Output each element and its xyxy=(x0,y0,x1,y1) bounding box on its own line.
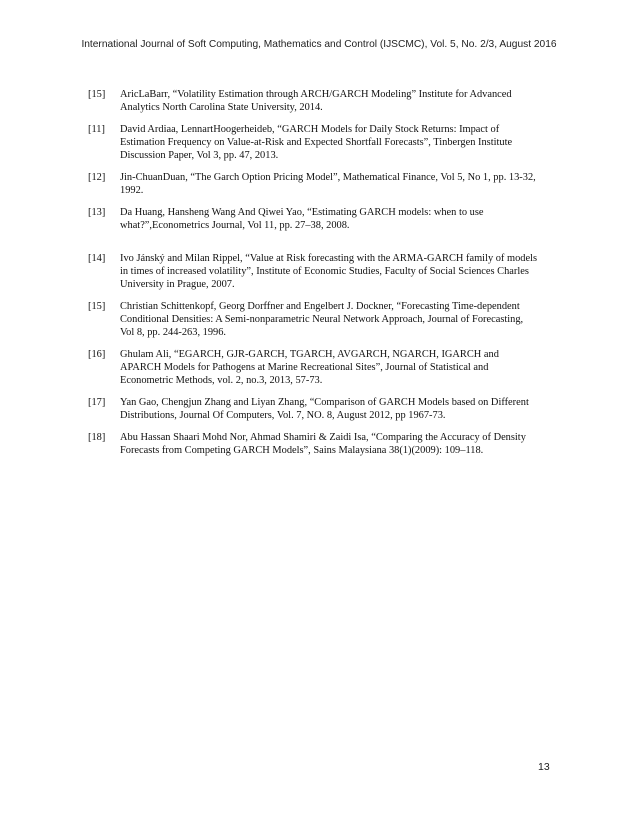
reference-line: Vol 8, pp. 244-263, 1996. xyxy=(120,327,227,338)
reference-number: [14] xyxy=(88,253,106,264)
reference-item xyxy=(88,300,552,339)
reference-line: Analytics North Carolina State University, 2014. xyxy=(120,102,323,113)
reference-line: Ghulam Ali, “EGARCH, GJR-GARCH, TGARCH, AVGARCH, NGARCH, IGARCH and xyxy=(120,349,499,360)
reference-item xyxy=(88,348,552,387)
reference-line: Conditional Densities: A Semi-nonparametric Neural Network Approach, Journal of Forecasting, xyxy=(120,314,524,325)
reference-number: [11] xyxy=(88,124,105,135)
reference-text xyxy=(120,300,552,339)
reference-line: Distributions, Journal Of Computers, Vol. 7, NO. 8, August 2012, pp 1967-73. xyxy=(120,410,446,421)
reference-number: [18] xyxy=(88,432,106,443)
reference-item xyxy=(88,123,552,162)
reference-number: [12] xyxy=(88,172,106,183)
reference-line: Da Huang, Hansheng Wang And Qiwei Yao, “Estimating GARCH models: when to use xyxy=(120,207,484,218)
reference-item xyxy=(88,88,552,114)
reference-line: Yan Gao, Chengjun Zhang and Liyan Zhang, “Comparison of GARCH Models based on Different xyxy=(120,397,529,408)
reference-line: APARCH Models for Pathogens at Marine Recreational Sites”, Journal of Statistical and xyxy=(120,362,489,373)
reference-text xyxy=(120,123,552,162)
reference-line: Estimation Frequency on Value-at-Risk and Expected Shortfall Forecasts”, Tinbergen Institute xyxy=(120,137,513,148)
reference-line: what?”,Econometrics Journal, Vol 11, pp. 27–38, 2008. xyxy=(120,220,350,231)
reference-text xyxy=(120,88,552,114)
reference-item xyxy=(88,431,552,457)
reference-line: 1992. xyxy=(120,185,144,196)
reference-line: AricLaBarr, “Volatility Estimation through ARCH/GARCH Modeling” Institute for Advanced xyxy=(120,89,512,100)
reference-list xyxy=(88,88,552,466)
reference-text xyxy=(120,348,552,387)
reference-line: in times of increased volatility”, Institute of Economic Studies, Faculty of Social Sciences Charles xyxy=(120,266,529,277)
reference-number: [16] xyxy=(88,349,106,360)
reference-item xyxy=(88,396,552,422)
reference-line: University in Prague, 2007. xyxy=(120,279,235,290)
reference-text xyxy=(120,252,552,291)
running-header: International Journal of Soft Computing, Mathematics and Control (IJSCMC), Vol. 5, No. 2/3, August 2016 xyxy=(81,39,557,50)
reference-line: Forecasts from Competing GARCH Models”, Sains Malaysiana 38(1)(2009): 109–118. xyxy=(120,445,484,456)
reference-item xyxy=(88,252,552,291)
reference-line: Econometric Methods, vol. 2, no.3, 2013, 57-73. xyxy=(120,375,323,386)
reference-line: Jin-ChuanDuan, “The Garch Option Pricing Model”, Mathematical Finance, Vol 5, No 1, pp. 13-32, xyxy=(120,172,536,183)
reference-number: [13] xyxy=(88,207,106,218)
reference-line: Christian Schittenkopf, Georg Dorffner and Engelbert J. Dockner, “Forecasting Time-dependent xyxy=(120,301,520,312)
reference-text xyxy=(120,431,552,457)
reference-line: Ivo Jánský and Milan Rippel, “Value at Risk forecasting with the ARMA-GARCH family of models xyxy=(120,253,538,264)
reference-number: [15] xyxy=(88,301,106,312)
reference-line: Abu Hassan Shaari Mohd Nor, Ahmad Shamiri & Zaidi Isa, “Comparing the Accuracy of Density xyxy=(120,432,526,443)
reference-item xyxy=(88,206,552,232)
reference-number: [17] xyxy=(88,397,106,408)
reference-text xyxy=(120,396,552,422)
reference-text xyxy=(120,206,552,232)
reference-line: Discussion Paper, Vol 3, pp. 47, 2013. xyxy=(120,150,279,161)
reference-number: [15] xyxy=(88,89,106,100)
reference-line: David Ardiaa, LennartHoogerheideb, “GARCH Models for Daily Stock Returns: Impact of xyxy=(120,124,500,135)
page-number: 13 xyxy=(538,761,550,773)
reference-item xyxy=(88,171,552,197)
reference-text xyxy=(120,171,552,197)
